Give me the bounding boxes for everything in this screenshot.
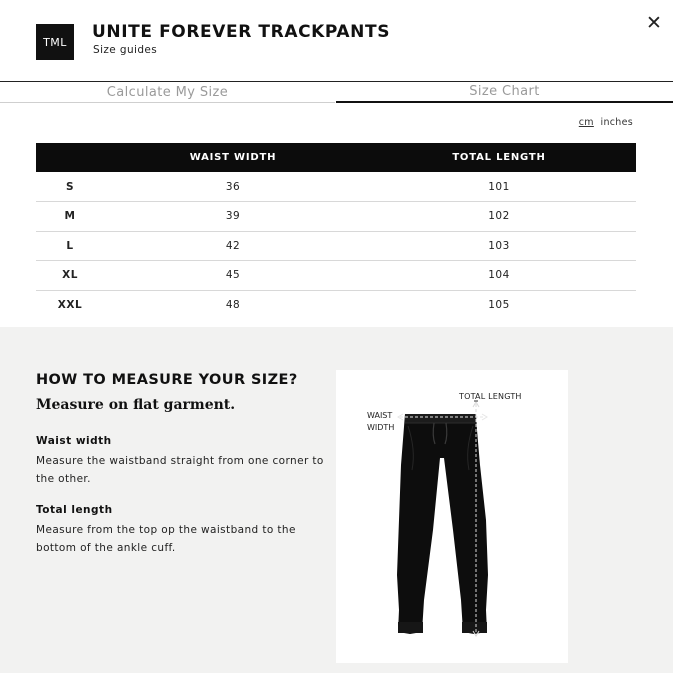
header-waist-width: WAIST WIDTH: [104, 143, 362, 172]
size-label: S: [36, 172, 104, 202]
diagram-label-total-length: TOTAL LENGTH: [459, 392, 522, 401]
length-value: 103: [362, 231, 636, 261]
unit-cm[interactable]: cm: [578, 117, 594, 128]
trackpants-illustration: [336, 370, 568, 663]
instruction-label: Total length: [36, 504, 113, 516]
instruction-label: Waist width: [36, 435, 112, 447]
unit-toggle: [579, 117, 633, 128]
header-size: [36, 143, 104, 172]
waist-value: 45: [104, 261, 362, 291]
table-row: [36, 261, 636, 291]
measure-heading: HOW TO MEASURE YOUR SIZE?: [36, 372, 298, 388]
length-value: 101: [362, 172, 636, 202]
diagram-label-waist: WAIST: [367, 411, 393, 420]
tab-calculate-my-size[interactable]: Calculate My Size: [0, 82, 335, 103]
size-guide-tabs: [0, 82, 673, 103]
length-value: 102: [362, 202, 636, 232]
measure-subheading: Measure on flat garment.: [36, 397, 236, 413]
waist-width-instructions: [36, 435, 326, 488]
total-length-instructions: [36, 504, 326, 557]
close-icon[interactable]: ✕: [646, 12, 662, 34]
waist-value: 36: [104, 172, 362, 202]
table-row: [36, 231, 636, 261]
size-chart-table: [36, 143, 636, 320]
size-label: XL: [36, 261, 104, 291]
brand-logo: TML: [36, 24, 74, 60]
waist-value: 48: [225, 299, 241, 311]
instruction-text: Measure the waistband straight from one corner to the other.: [36, 455, 324, 485]
table-row: [36, 202, 636, 232]
measure-diagram: [336, 370, 568, 663]
table-row: [36, 172, 636, 202]
length-value: 104: [362, 261, 636, 291]
size-label: L: [36, 231, 104, 261]
how-to-measure-section: [0, 327, 673, 673]
waist-value: 39: [104, 202, 362, 232]
waist-value: 42: [104, 231, 362, 261]
tab-size-chart[interactable]: Size Chart: [336, 82, 673, 103]
header-total-length: TOTAL LENGTH: [362, 143, 636, 172]
diagram-label-width: WIDTH: [367, 423, 395, 432]
size-label: XXL: [57, 299, 83, 311]
page-subtitle: Size guides: [93, 44, 158, 56]
length-value: 105: [488, 299, 510, 311]
instruction-text: Measure from the top op the waistband to the bottom of the ankle cuff.: [36, 524, 296, 554]
table-header-row: [36, 143, 636, 172]
unit-inches[interactable]: inches: [600, 117, 633, 128]
product-title: UNITE FOREVER TRACKPANTS: [92, 22, 391, 42]
trackpants-shape: [397, 414, 488, 634]
size-label: M: [36, 202, 104, 232]
table-row: [36, 290, 636, 320]
modal-header: [0, 0, 673, 82]
